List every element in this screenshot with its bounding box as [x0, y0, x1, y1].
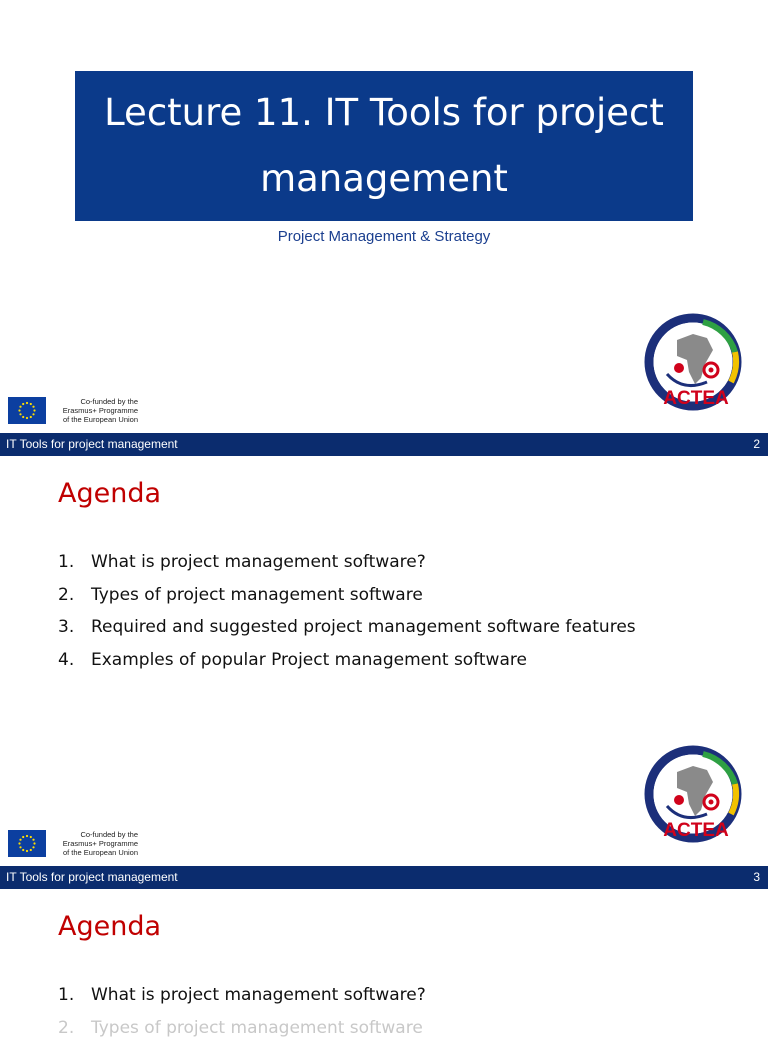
title-banner	[75, 71, 693, 221]
actea-logo-icon	[643, 744, 743, 844]
list-item: 4. Examples of popular Project management software	[58, 644, 636, 677]
agenda-heading: Agenda	[58, 911, 161, 942]
subtitle: Project Management & Strategy	[0, 228, 768, 245]
footer-title: IT Tools for project management	[6, 866, 178, 889]
page-number: 2	[753, 433, 760, 456]
agenda-slide	[0, 456, 768, 866]
title-slide	[0, 0, 768, 433]
eu-cofunded-text: Co-funded by the Erasmus+ Programme of the European Union	[52, 830, 138, 857]
eu-flag-icon	[8, 830, 46, 857]
agenda-list	[58, 546, 636, 676]
eu-cofunded-block	[8, 397, 138, 424]
svg-text:ACTEA: ACTEA	[663, 820, 729, 841]
slide-2-footer-bar	[0, 433, 768, 456]
title-line-1: Lecture 11. IT Tools for project	[96, 80, 672, 146]
list-item: 1. What is project management software?	[58, 546, 636, 579]
actea-logo-icon	[643, 312, 743, 412]
slide-3-footer-bar	[0, 866, 768, 889]
list-item: 1. What is project management software?	[58, 979, 426, 1012]
eu-cofunded-block	[8, 830, 138, 857]
agenda-heading: Agenda	[58, 478, 161, 509]
list-item: 3. Required and suggested project management software features	[58, 611, 636, 644]
title-line-2: management	[96, 146, 672, 212]
eu-cofunded-text: Co-funded by the Erasmus+ Programme of the European Union	[52, 397, 138, 424]
agenda-list	[58, 979, 426, 1044]
svg-text:ACTEA: ACTEA	[663, 388, 729, 409]
list-item: 2. Types of project management software	[58, 1012, 426, 1044]
footer-title: IT Tools for project management	[6, 433, 178, 456]
eu-flag-icon	[8, 397, 46, 424]
list-item: 2. Types of project management software	[58, 579, 636, 612]
agenda-slide-partial	[0, 889, 768, 1024]
page-number: 3	[753, 866, 760, 889]
